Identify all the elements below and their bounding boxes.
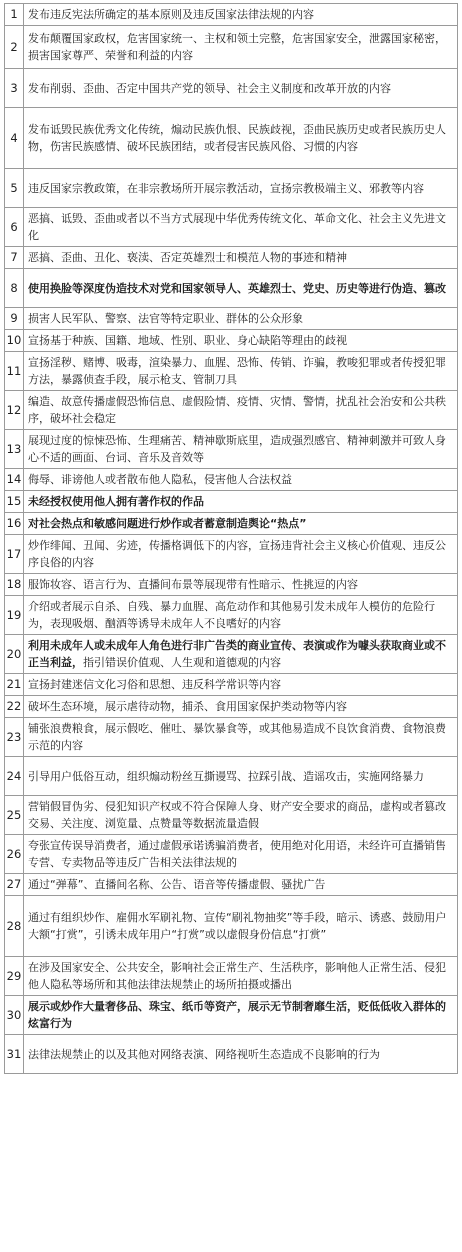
row-number: 4 xyxy=(5,108,24,169)
row-content-text: 法律法规禁止的以及其他对网络表演、网络视听生态造成不良影响的行为 xyxy=(28,1047,380,1061)
row-number: 26 xyxy=(5,835,24,874)
row-number: 5 xyxy=(5,169,24,208)
row-content xyxy=(24,330,458,352)
row-content-text: 在涉及国家安全、公共安全，影响社会正常生产、生活秩序，影响他人正常生活、侵犯他人隐私等场所和其他法律法规禁止的场所拍摄或播出 xyxy=(28,961,446,991)
row-content xyxy=(24,1035,458,1074)
table-row xyxy=(5,330,458,352)
row-content xyxy=(24,996,458,1035)
row-number: 24 xyxy=(5,757,24,796)
row-content-text: 宣扬封建迷信文化习俗和思想、违反科学常识等内容 xyxy=(28,678,281,691)
row-content-text: 违反国家宗教政策，在非宗教场所开展宗教活动，宣扬宗教极端主义、邪教等内容 xyxy=(28,181,424,195)
row-content xyxy=(24,957,458,996)
table-row xyxy=(5,513,458,535)
table-row xyxy=(5,26,458,69)
row-content-text: 通过“弹幕”、直播间名称、公告、语音等传播虚假、骚扰广告 xyxy=(28,878,326,891)
row-content xyxy=(24,874,458,896)
row-number: 30 xyxy=(5,996,24,1035)
row-content-text: 营销假冒伪劣、侵犯知识产权或不符合保障人身、财产安全要求的商品，虚构或者篡改交易、关注度、浏览量、点赞量等数据流量造假 xyxy=(28,800,446,830)
table-row xyxy=(5,169,458,208)
row-content-text: 引导用户低俗互动，组织煽动粉丝互撕谩骂、拉踩引战、造谣攻击，实施网络暴力 xyxy=(28,769,424,783)
table-row xyxy=(5,491,458,513)
row-content xyxy=(24,169,458,208)
table-row xyxy=(5,469,458,491)
table-row xyxy=(5,996,458,1035)
row-content xyxy=(24,696,458,718)
row-content xyxy=(24,269,458,308)
table-row xyxy=(5,208,458,247)
row-content xyxy=(24,430,458,469)
table-row xyxy=(5,674,458,696)
row-content-text: 发布颠覆国家政权，危害国家统一、主权和领土完整，危害国家安全，泄露国家秘密，损害国家尊严、荣誉和利益的内容 xyxy=(28,32,446,62)
table-row xyxy=(5,957,458,996)
table-row xyxy=(5,696,458,718)
table-row xyxy=(5,596,458,635)
table-row xyxy=(5,757,458,796)
row-number: 29 xyxy=(5,957,24,996)
row-content-bold: 展示或炒作大量奢侈品、珠宝、纸币等资产，展示无节制奢靡生活，贬低低收入群体的炫富行为 xyxy=(28,1000,446,1030)
row-number: 12 xyxy=(5,391,24,430)
row-content xyxy=(24,469,458,491)
row-number: 25 xyxy=(5,796,24,835)
row-content xyxy=(24,757,458,796)
row-content-text: 宣扬淫秽、赌博、吸毒，渲染暴力、血腥、恐怖、传销、诈骗，教唆犯罪或者传授犯罪方法，暴露侦查手段，展示枪支、管制刀具 xyxy=(28,356,446,386)
row-content-text: 通过有组织炒作、雇佣水军刷礼物、宣传“刷礼物抽奖”等手段，暗示、诱惑、鼓励用户大额“打赏”，引诱未成年用户“打赏”或以虚假身份信息“打赏” xyxy=(28,911,447,941)
row-content xyxy=(24,391,458,430)
row-number: 2 xyxy=(5,26,24,69)
row-content-text: 恶搞、歪曲、丑化、亵渎、否定英雄烈士和模范人物的事迹和精神 xyxy=(28,251,347,264)
row-content-bold: 未经授权使用他人拥有著作权的作品 xyxy=(28,495,204,508)
row-content-text: 服饰妆容、语言行为、直播间布景等展现带有性暗示、性挑逗的内容 xyxy=(28,578,358,591)
table-row xyxy=(5,635,458,674)
row-content xyxy=(24,896,458,957)
row-content-text: 编造、故意传播虚假恐怖信息、虚假险情、疫情、灾情、警情，扰乱社会治安和公共秩序，破坏社会稳定 xyxy=(28,395,446,425)
table-row xyxy=(5,308,458,330)
prohibited-content-table xyxy=(4,3,458,1074)
table-body xyxy=(5,4,458,1074)
row-content xyxy=(24,513,458,535)
row-content-text: 夸张宣传误导消费者，通过虚假承诺诱骗消费者，使用绝对化用语，未经许可直播销售专营、专卖物品等违反广告相关法律法规的 xyxy=(28,839,446,869)
row-number: 13 xyxy=(5,430,24,469)
table-row xyxy=(5,535,458,574)
row-content xyxy=(24,247,458,269)
table-row xyxy=(5,247,458,269)
row-content-text: 破坏生态环境，展示虐待动物，捕杀、食用国家保护类动物等内容 xyxy=(28,700,347,713)
row-content-text: 恶搞、诋毁、歪曲或者以不当方式展现中华优秀传统文化、革命文化、社会主义先进文化 xyxy=(28,212,446,242)
row-content xyxy=(24,69,458,108)
row-content xyxy=(24,635,458,674)
row-number: 15 xyxy=(5,491,24,513)
row-number: 8 xyxy=(5,269,24,308)
row-number: 6 xyxy=(5,208,24,247)
row-content-text: 发布违反宪法所确定的基本原则及违反国家法律法规的内容 xyxy=(28,8,314,21)
table-row xyxy=(5,835,458,874)
row-content-text: 介绍或者展示自杀、自残、暴力血腥、高危动作和其他易引发未成年人模仿的危险行为，表现吸烟、酗酒等诱导未成年人不良嗜好的内容 xyxy=(28,600,435,630)
table-row xyxy=(5,574,458,596)
row-content-text: 损害人民军队、警察、法官等特定职业、群体的公众形象 xyxy=(28,312,303,325)
table-row xyxy=(5,4,458,26)
row-content-text: 发布诋毁民族优秀文化传统，煽动民族仇恨、民族歧视，歪曲民族历史或者民族历史人物，伤害民族感情、破坏民族团结，或者侵害民族风俗、习惯的内容 xyxy=(28,123,446,153)
row-number: 7 xyxy=(5,247,24,269)
row-number: 9 xyxy=(5,308,24,330)
table-row xyxy=(5,391,458,430)
row-content-text: 展现过度的惊悚恐怖、生理痛苦、精神歇斯底里，造成强烈感官、精神刺激并可致人身心不适的画面、台词、音乐及音效等 xyxy=(28,434,446,464)
table-row xyxy=(5,874,458,896)
row-content-bold: 使用换脸等深度伪造技术对党和国家领导人、英雄烈士、党史、历史等进行伪造、篡改 xyxy=(28,281,446,295)
table-row xyxy=(5,718,458,757)
table-row xyxy=(5,896,458,957)
row-content-text: 侮辱、诽谤他人或者散布他人隐私，侵害他人合法权益 xyxy=(28,473,292,486)
row-content xyxy=(24,108,458,169)
row-number: 1 xyxy=(5,4,24,26)
table-row xyxy=(5,1035,458,1074)
row-content-bold: 对社会热点和敏感问题进行炒作或者蓄意制造舆论“热点” xyxy=(28,517,307,530)
table-row xyxy=(5,269,458,308)
row-number: 3 xyxy=(5,69,24,108)
row-number: 16 xyxy=(5,513,24,535)
row-content xyxy=(24,4,458,26)
row-content xyxy=(24,308,458,330)
row-content xyxy=(24,535,458,574)
row-number: 27 xyxy=(5,874,24,896)
row-number: 18 xyxy=(5,574,24,596)
row-content xyxy=(24,352,458,391)
table-row xyxy=(5,430,458,469)
table-row xyxy=(5,796,458,835)
row-content-text: 宣扬基于种族、国籍、地域、性别、职业、身心缺陷等理由的歧视 xyxy=(28,334,347,347)
row-number: 11 xyxy=(5,352,24,391)
row-content xyxy=(24,718,458,757)
row-content-text: 指引错误价值观、人生观和道德观的内容 xyxy=(83,656,281,669)
table-row xyxy=(5,352,458,391)
row-number: 14 xyxy=(5,469,24,491)
row-content xyxy=(24,491,458,513)
row-content xyxy=(24,208,458,247)
row-number: 20 xyxy=(5,635,24,674)
row-number: 22 xyxy=(5,696,24,718)
table-row xyxy=(5,108,458,169)
row-number: 10 xyxy=(5,330,24,352)
row-content xyxy=(24,26,458,69)
row-content-text: 铺张浪费粮食，展示假吃、催吐、暴饮暴食等，或其他易造成不良饮食消费、食物浪费示范的内容 xyxy=(28,722,446,752)
table-row xyxy=(5,69,458,108)
row-content xyxy=(24,596,458,635)
row-content xyxy=(24,835,458,874)
row-number: 23 xyxy=(5,718,24,757)
row-number: 17 xyxy=(5,535,24,574)
row-content-bold: 利用未成年人或未成年人角色进行非广告类的商业宣传、表演或作为噱头获取商业或不正当利益， xyxy=(28,639,446,669)
row-content xyxy=(24,574,458,596)
row-content-text: 发布削弱、歪曲、否定中国共产党的领导、社会主义制度和改革开放的内容 xyxy=(28,81,391,95)
row-number: 19 xyxy=(5,596,24,635)
row-content xyxy=(24,796,458,835)
row-number: 31 xyxy=(5,1035,24,1074)
row-content xyxy=(24,674,458,696)
row-number: 28 xyxy=(5,896,24,957)
row-content-text: 炒作绯闻、丑闻、劣迹，传播格调低下的内容，宣扬违背社会主义核心价值观、违反公序良俗的内容 xyxy=(28,539,446,569)
row-number: 21 xyxy=(5,674,24,696)
